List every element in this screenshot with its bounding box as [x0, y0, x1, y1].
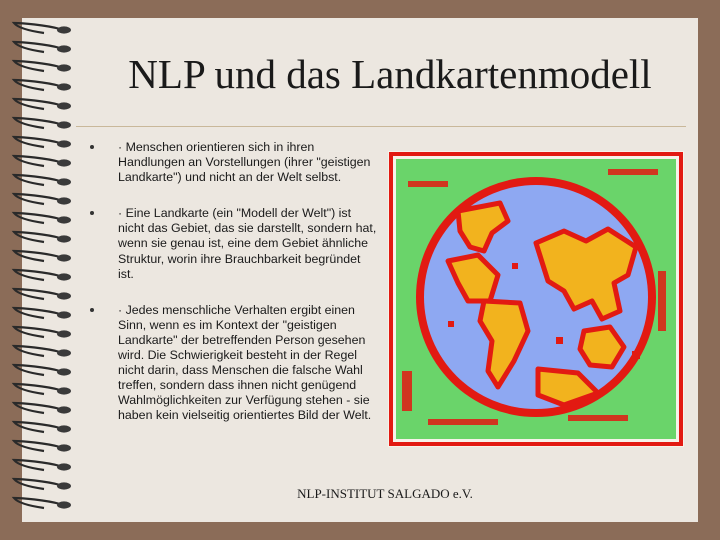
bullet-text: · Jedes menschliche Verhalten ergibt einen Sinn, wenn es im Kontext der "geistigen Landkarte" der betreffenden Person gesehen wird. Die Schwierigkeit besteht in der Regel nicht darin, dass Menschen die falsche Wahl treffen, sondern dass ihnen nicht genügend Wahlmöglichkeiten zur Verfügung stehen - sie haben kein vielseitig orientiertes Bild der Welt. [118, 302, 372, 423]
bullet-dot-icon [90, 308, 94, 312]
bullet-item [88, 303, 378, 424]
footer-text: NLP-INSTITUT SALGADO e.V. [297, 486, 473, 501]
bullet-text: · Menschen orientieren sich in ihren Handlungen an Vorstellungen (ihrer "geistigen Landkarte") und nicht an der Welt selbst. [118, 140, 371, 185]
slide-title: NLP und das Landkartenmodell [128, 51, 652, 97]
title-divider [76, 126, 686, 127]
bullet-item [88, 140, 378, 185]
bullet-item [88, 206, 378, 281]
bullet-dot-icon [90, 211, 94, 215]
bullet-list [88, 140, 378, 424]
bullet-dot-icon [90, 145, 94, 149]
world-map-globe-image [388, 151, 684, 447]
bullet-text: · Eine Landkarte (ein "Modell der Welt") ist nicht das Gebiet, das sie darstellt, sondern hat, wenn sie genau ist, eine dem Gebiet ähnliche Struktur, worin ihre Brauchbarkeit begründet ist. [118, 206, 377, 281]
